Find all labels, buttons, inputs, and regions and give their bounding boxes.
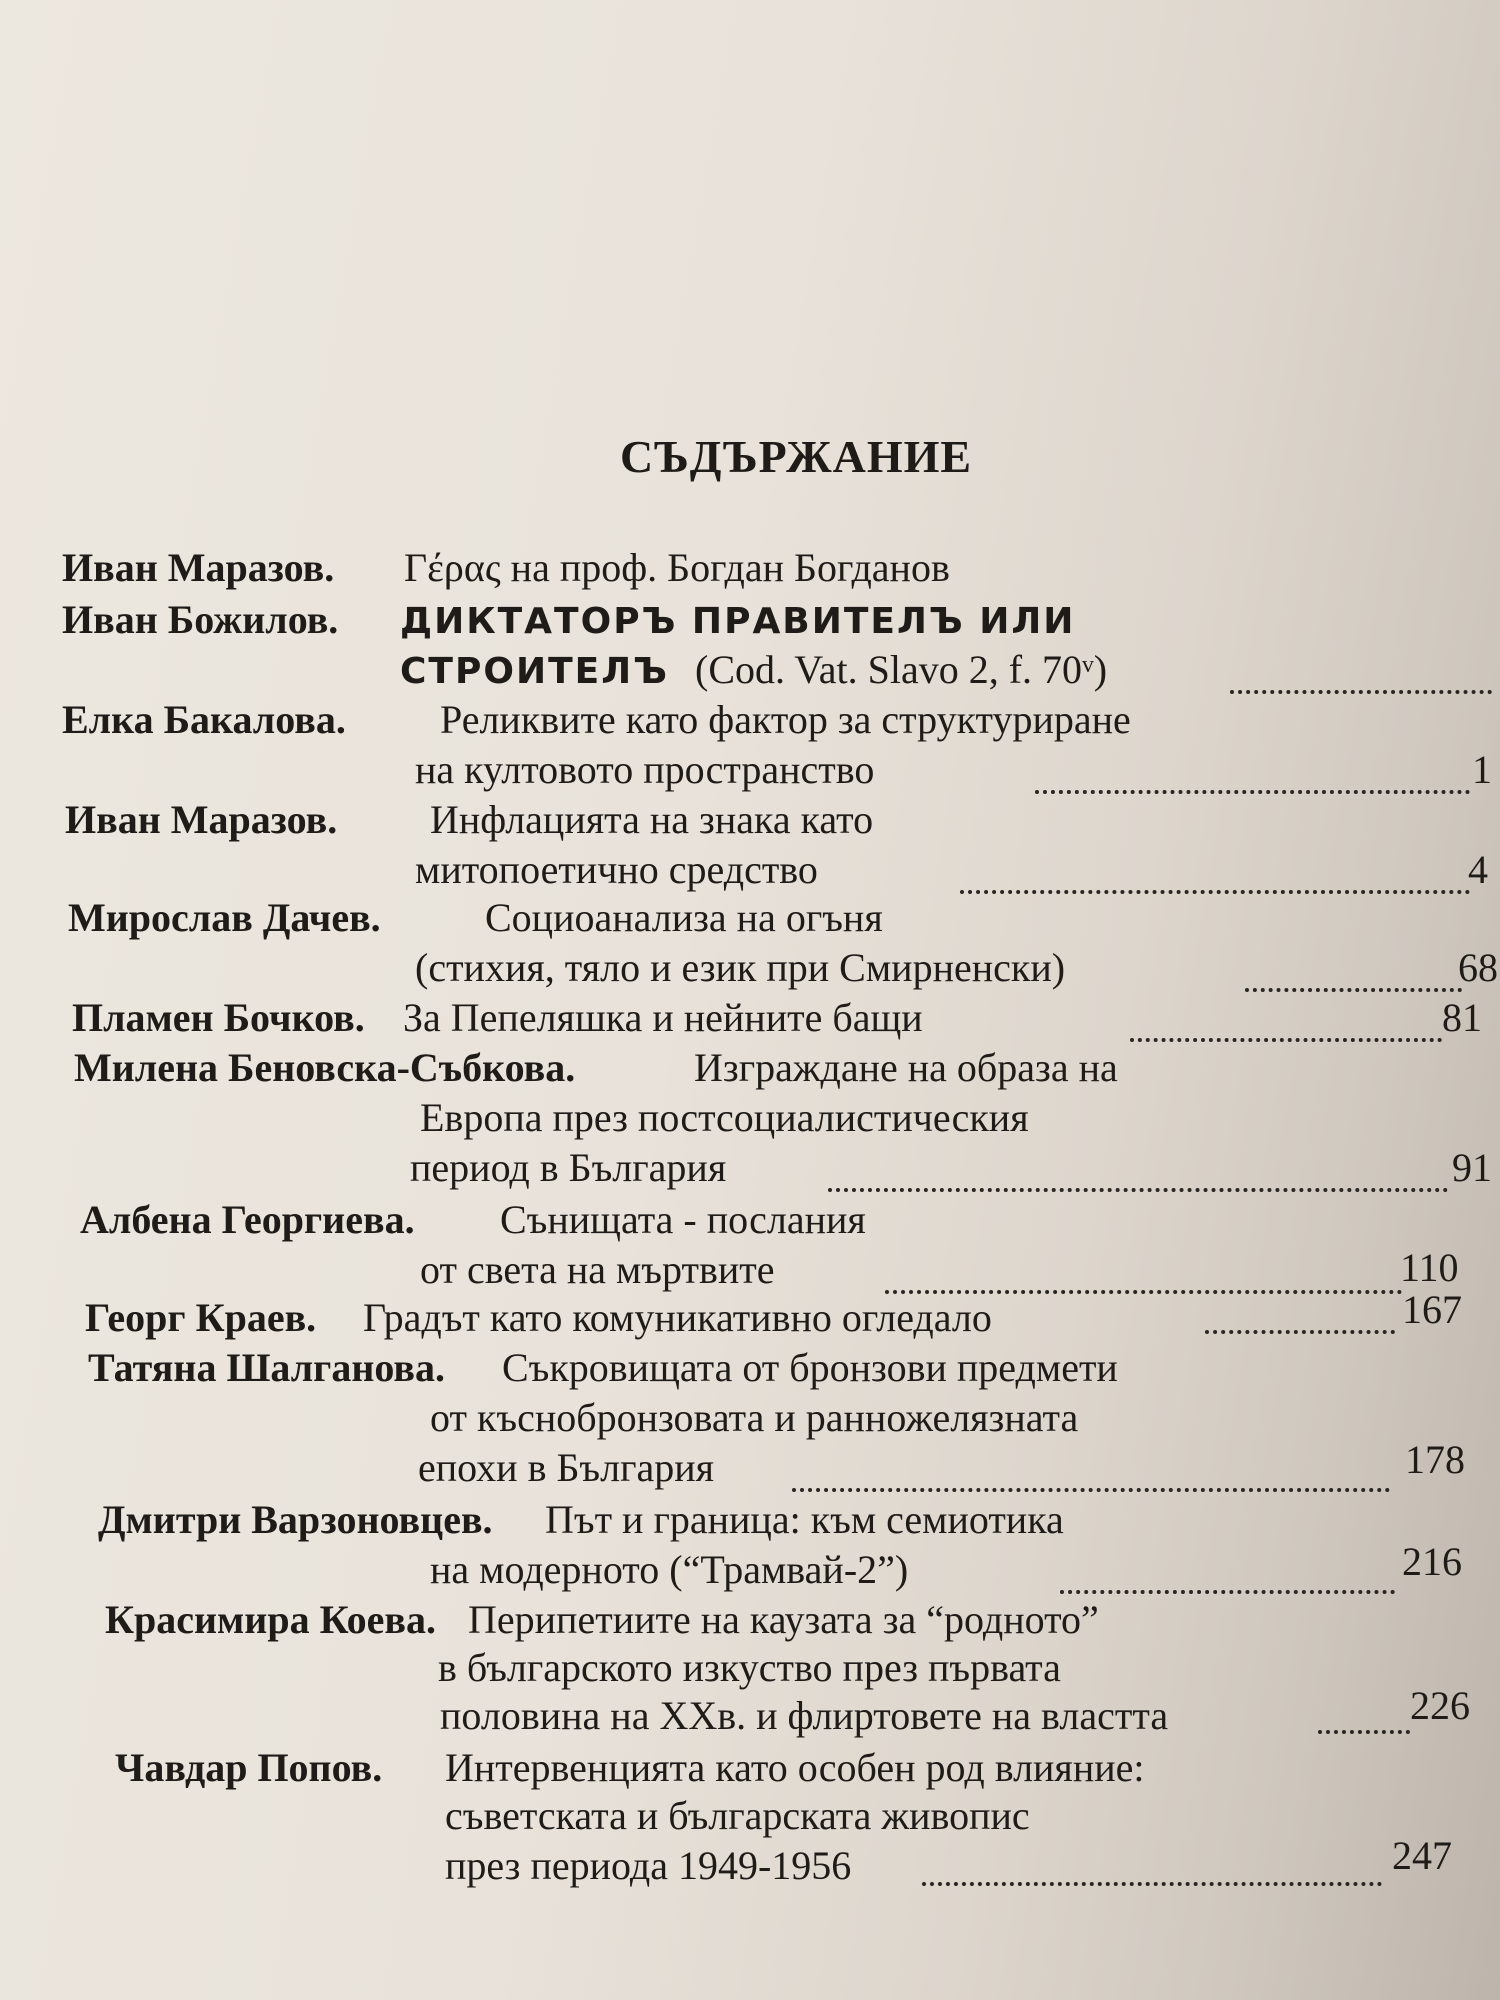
toc-author: Мирослав Дачев. [68, 895, 381, 940]
toc-author: Албена Георгиева. [80, 1197, 415, 1242]
toc-title-line: Изграждане на образа на [694, 1045, 1118, 1090]
toc-dot-leader [1130, 1038, 1442, 1042]
toc-dot-leader [1035, 790, 1470, 794]
toc-title-line: на култовото пространство [415, 747, 875, 792]
toc-page-number: 110 [1400, 1245, 1459, 1290]
toc-page-number: 247 [1392, 1833, 1452, 1878]
toc-page-number: 178 [1405, 1437, 1465, 1482]
toc-page-number: 216 [1402, 1539, 1462, 1584]
toc-title-line: епохи в България [418, 1445, 715, 1490]
toc-page-number: 4 [1468, 847, 1488, 892]
toc-page-number: 226 [1410, 1683, 1470, 1728]
toc-title-line: Европа през постсоциалистическия [420, 1095, 1029, 1140]
toc-dot-leader [1245, 988, 1462, 992]
toc-author: Татяна Шалганова. [88, 1345, 445, 1390]
toc-author: Пламен Бочков. [72, 995, 365, 1040]
toc-title-line: от къснобронзовата и ранножелязната [430, 1395, 1079, 1440]
toc-title-line: Инфлацията на знака като [430, 797, 874, 842]
toc-title-line: Γέρας на проф. Богдан Богданов [404, 545, 950, 590]
toc-author: Елка Бакалова. [62, 697, 346, 742]
page-title: СЪДЪРЖАНИЕ [620, 431, 973, 482]
toc-dot-leader [792, 1488, 1390, 1492]
toc-title-line: Градът като комуникативно огледало [363, 1295, 992, 1340]
toc-author: Дмитри Варзоновцев. [98, 1497, 493, 1542]
toc-page-number: 68 [1458, 945, 1498, 990]
toc-author: Чавдар Попов. [115, 1745, 383, 1790]
toc-title-line: митопоетично средство [415, 847, 818, 892]
toc-dot-leader [828, 1188, 1448, 1192]
toc-dot-leader [922, 1882, 1382, 1886]
toc-title-line: Интервенцията като особен род влияние: [445, 1745, 1145, 1790]
toc-title-line: Сънищата - послания [500, 1197, 866, 1242]
toc-dot-leader [885, 1290, 1402, 1294]
toc-dot-leader [960, 890, 1470, 894]
toc-page-number: 81 [1442, 995, 1482, 1040]
toc-author: Георг Краев. [85, 1295, 317, 1340]
toc-author: Иван Божилов. [62, 597, 339, 642]
toc-title-line: период в България [410, 1145, 727, 1190]
toc-author: Иван Маразов. [65, 797, 338, 842]
toc-author: Милена Беновска-Събкова. [74, 1045, 576, 1090]
toc-page-number: 91 [1452, 1145, 1492, 1190]
toc-title-line: в българското изкуство през първата [438, 1645, 1061, 1690]
toc-title-line: половина на XXв. и флиртовете на властта [440, 1693, 1169, 1738]
toc-page-number: 1 [1472, 747, 1492, 792]
toc-title-line: (Cod. Vat. Slavo 2, f. 70ᵛ) [695, 647, 1108, 692]
toc-title-line: Път и граница: към семиотика [545, 1497, 1064, 1542]
toc-dot-leader [1318, 1730, 1410, 1734]
toc-title-line: За Пепеляшка и нейните бащи [403, 995, 923, 1040]
toc-title-line: СТРОИТЕЛЪ [400, 651, 669, 692]
toc-title-line: през периода 1949-1956 [445, 1843, 852, 1888]
toc-title-line: Съкровищата от бронзови предмети [502, 1345, 1118, 1390]
toc-title-line: от света на мъртвите [420, 1247, 775, 1292]
toc-title-line: (стихия, тяло и език при Смирненски) [415, 945, 1066, 990]
toc-title-line: Реликвите като фактор за структуриране [440, 697, 1131, 742]
toc-author: Иван Маразов. [62, 545, 335, 590]
toc-dot-leader [1230, 690, 1492, 694]
toc-title-line: съветската и българската живопис [445, 1793, 1030, 1838]
toc-title-line: Социоанализа на огъня [485, 895, 883, 940]
toc-page-number: 167 [1402, 1287, 1462, 1332]
toc-title-line: ДИКТАТОРЪ ПРАВИТЕЛЪ ИЛИ [400, 601, 1076, 642]
toc-title-line: Перипетиите на каузата за “родното” [468, 1597, 1099, 1642]
toc-title-line: на модерното (“Трамвай-2”) [430, 1547, 909, 1592]
toc-author: Красимира Коева. [105, 1597, 436, 1642]
toc-dot-leader [1060, 1590, 1395, 1594]
toc-dot-leader [1205, 1330, 1395, 1334]
